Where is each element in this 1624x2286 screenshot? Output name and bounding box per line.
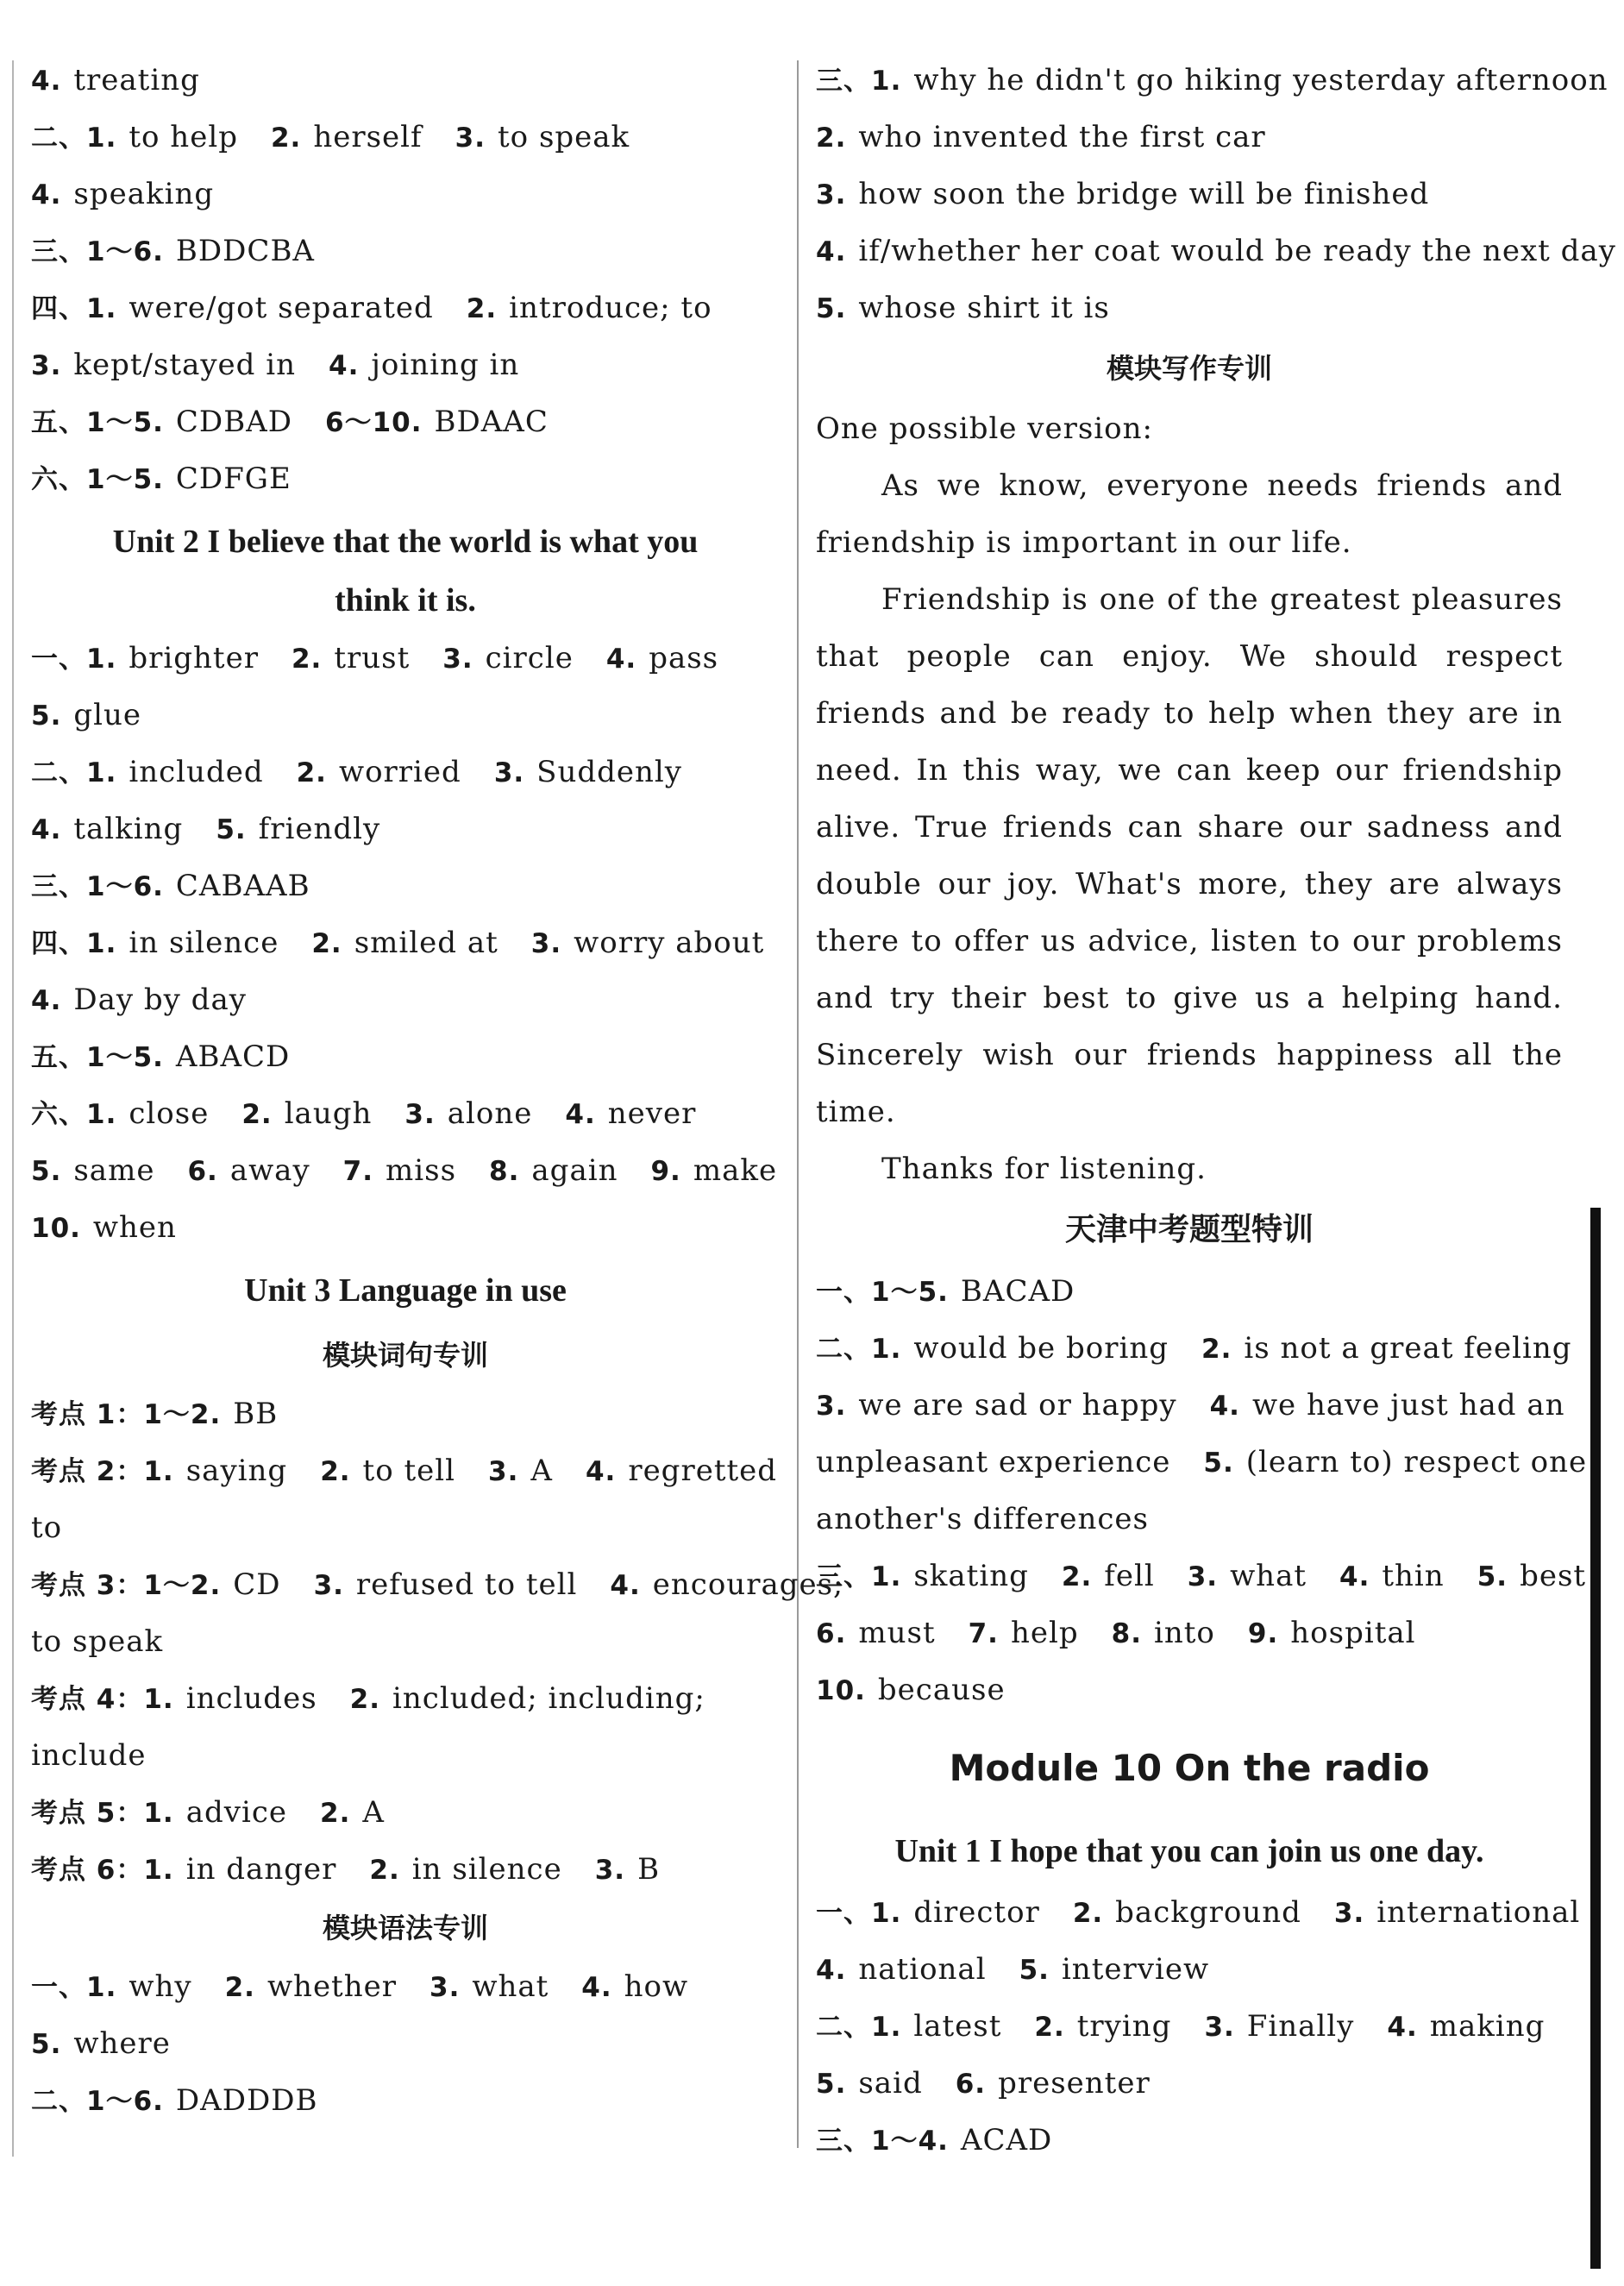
answer-line: 3. kept/stayed in 4. joining in — [31, 348, 520, 382]
answer-line: 5. whose shirt it is — [816, 291, 1110, 325]
answer-line: 4. talking 5. friendly — [31, 812, 381, 846]
answer-line: 六、1～5. CDFGE — [31, 462, 292, 496]
answer-line: 5. same 6. away 7. miss 8. again 9. make — [31, 1153, 778, 1188]
answer-line: 10. when — [31, 1210, 177, 1245]
answer-line: 三、1～4. ACAD — [816, 2123, 1053, 2157]
answer-line: 3. how soon the bridge will be finished — [816, 177, 1430, 211]
left-column — [31, 52, 844, 2129]
answer-line: another's differences — [816, 1502, 1149, 1536]
answer-line: 五、1～5. CDBAD 6～10. BDAAC — [31, 405, 549, 439]
answer-line: 三、1～6. BDDCBA — [31, 234, 315, 268]
answer-line: 考点 4：1. includes 2. included; including; — [31, 1681, 705, 1716]
left-margin-rule — [12, 60, 14, 2157]
essay-paragraph: As we know, everyone needs friends and friendship is important in our life. — [816, 468, 1563, 560]
answer-line: include — [31, 1738, 147, 1773]
answer-line: 考点 3：1～2. CD 3. refused to tell 4. encourages; — [31, 1567, 844, 1602]
answer-line: 10. because — [816, 1673, 1006, 1707]
answer-line: 三、1～6. CABAAB — [31, 869, 310, 903]
writing-section-title: 模块写作专训 — [1106, 352, 1272, 385]
answer-line: 一、1. why 2. whether 3. what 4. how — [31, 1969, 689, 2004]
right-column — [816, 52, 1616, 2169]
answer-line: 4. speaking — [31, 177, 215, 211]
answer-line: to — [31, 1510, 63, 1545]
answer-line: 5. where — [31, 2026, 171, 2061]
answer-line: 一、1. brighter 2. trust 3. circle 4. pass — [31, 641, 719, 675]
vocab-section-title: 模块词句专训 — [322, 1339, 488, 1372]
answer-line: 考点 5：1. advice 2. A — [31, 1795, 385, 1830]
answer-line: 一、1～5. BACAD — [816, 1274, 1075, 1309]
answer-line: 四、1. were/got separated 2. introduce; to — [31, 291, 712, 325]
essay-paragraph: Thanks for listening. — [881, 1152, 1207, 1186]
answer-line: 2. who invented the first car — [816, 120, 1266, 154]
answer-line: 4. treating — [31, 63, 200, 97]
grammar-section-title: 模块语法专训 — [322, 1912, 488, 1944]
tianjin-section-title: 天津中考题型特训 — [1064, 1212, 1314, 1247]
essay-paragraph: Friendship is one of the greatest pleasures that people can enjoy. We should respect friends and be ready to help when they are in need. In this way, we can keep our friendship alive. True friends can share our sadness and double our joy. What's more, they are always there to offer us advice, listen to our problems and try their best to give us a helping hand. Sincerely wish our friends happiness all the time. — [816, 582, 1563, 1129]
answer-line: 6. must 7. help 8. into 9. hospital — [816, 1616, 1416, 1650]
answer-line: 4. if/whether her coat would be ready the next day — [816, 234, 1616, 268]
answer-line: 二、1. included 2. worried 3. Suddenly — [31, 755, 682, 789]
column-divider — [797, 60, 799, 2148]
module-unit-1-title: Unit 1 I hope that you can join us one day. — [894, 1833, 1484, 1869]
answer-line: 三、1. why he didn't go hiking yesterday afternoon — [816, 63, 1608, 97]
answer-line: 三、1. skating 2. fell 3. what 4. thin 5. best — [816, 1559, 1587, 1593]
answer-line: 二、1～6. DADDDB — [31, 2083, 318, 2118]
answer-line: 考点 6：1. in danger 2. in silence 3. B — [31, 1852, 661, 1887]
answer-line: to speak — [31, 1624, 164, 1659]
essay-intro: One possible version: — [816, 411, 1153, 446]
answer-line: 六、1. close 2. laugh 3. alone 4. never — [31, 1096, 697, 1131]
answer-line: 4. national 5. interview — [816, 1952, 1210, 1987]
answer-line: 四、1. in silence 2. smiled at 3. worry about — [31, 926, 765, 960]
answer-line: 5. glue — [31, 698, 142, 732]
answer-line: 二、1. would be boring 2. is not a great feeling — [816, 1331, 1572, 1366]
answer-line: 3. we are sad or happy 4. we have just had an — [816, 1388, 1565, 1422]
answer-line: 4. Day by day — [31, 983, 247, 1017]
answer-line: 二、1. to help 2. herself 3. to speak — [31, 120, 630, 154]
answer-line: unpleasant experience 5. (learn to) respect one — [816, 1445, 1588, 1479]
answer-line: 五、1～5. ABACD — [31, 1039, 291, 1074]
unit-3-title: Unit 3 Language in use — [244, 1272, 567, 1309]
answer-line: 一、1. director 2. background 3. international — [816, 1895, 1581, 1930]
answer-line: 考点 2：1. saying 2. to tell 3. A 4. regretted — [31, 1454, 778, 1488]
module-10-title: Module 10 On the radio — [949, 1747, 1430, 1789]
unit-2-title: Unit 2 I believe that the world is what you think it is. — [112, 524, 699, 619]
answer-line: 5. said 6. presenter — [816, 2066, 1151, 2101]
answer-line: 考点 1：1～2. BB — [31, 1397, 279, 1431]
answer-line: 二、1. latest 2. trying 3. Finally 4. making — [816, 2009, 1546, 2044]
right-edge-bar — [1590, 1208, 1601, 2269]
